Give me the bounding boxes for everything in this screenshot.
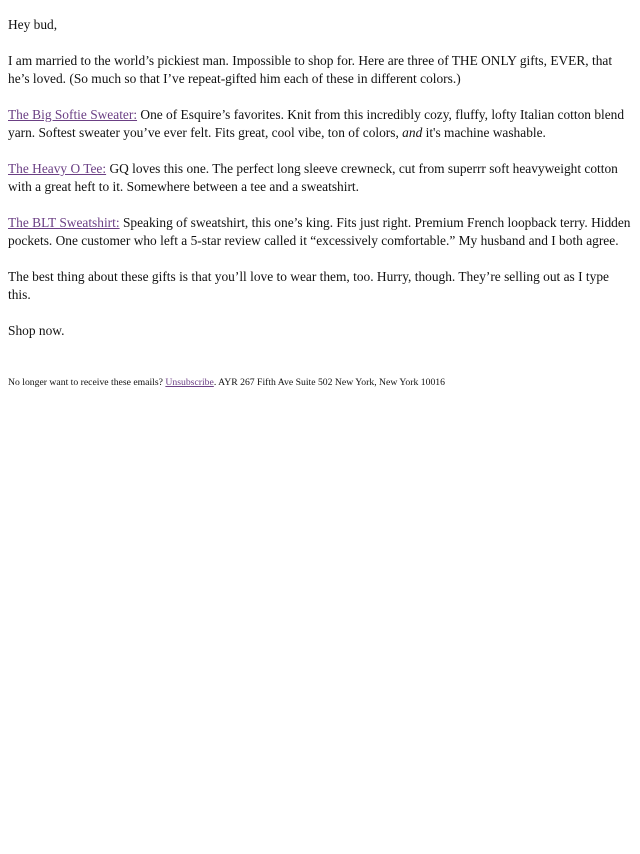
sweater-emphasis: and [402,125,423,140]
shop-now-text: Shop now. [8,323,65,338]
sweatshirt-description: Speaking of sweatshirt, this one’s king. Fits just right. Premium French loopback terry. Hidden pockets. One customer who left a 5-star review called it “excessively comfortable.” My husband and I both agree. [8,215,631,248]
heavy-o-tee-link[interactable]: The Heavy O Tee: [8,161,107,176]
intro-paragraph: I am married to the world’s pickiest man. Impossible to shop for. Here are three of THE ONLY gifts, EVER, that he’s loved. (So much so that I’ve repeat-gifted him each of these in different colors.) [8,53,613,86]
product-paragraph-sweater [8,106,632,142]
sweater-description: One of Esquire’s favorites. Knit from this incredibly cozy, fluffy, lofty Italian cotton blend yarn. Softest sweater you’ve ever felt. Fits great, cool vibe, ton of colors, [8,107,625,140]
footer-prefix: No longer want to receive these emails? [8,377,166,388]
email-footer [8,377,632,389]
closing-paragraph: The best thing about these gifts is that you’ll love to wear them, too. Hurry, though. They’re selling out as I type this. [8,269,609,302]
footer-address: . AYR 267 Fifth Ave Suite 502 New York, New York 10016 [213,377,445,388]
big-softie-sweater-link[interactable]: The Big Softie Sweater: [8,107,138,122]
email-body [0,0,640,389]
sweater-description-end: it's machine washable. [422,125,546,140]
greeting: Hey bud, [8,17,58,32]
unsubscribe-link[interactable]: Unsubscribe [165,377,214,388]
product-paragraph-sweatshirt [8,214,632,250]
blt-sweatshirt-link[interactable]: The BLT Sweatshirt: [8,215,120,230]
product-paragraph-tee [8,160,632,196]
tee-description: GQ loves this one. The perfect long sleeve crewneck, cut from superrr soft heavyweight cotton with a great heft to it. Somewhere between a tee and a sweatshirt. [8,161,618,194]
